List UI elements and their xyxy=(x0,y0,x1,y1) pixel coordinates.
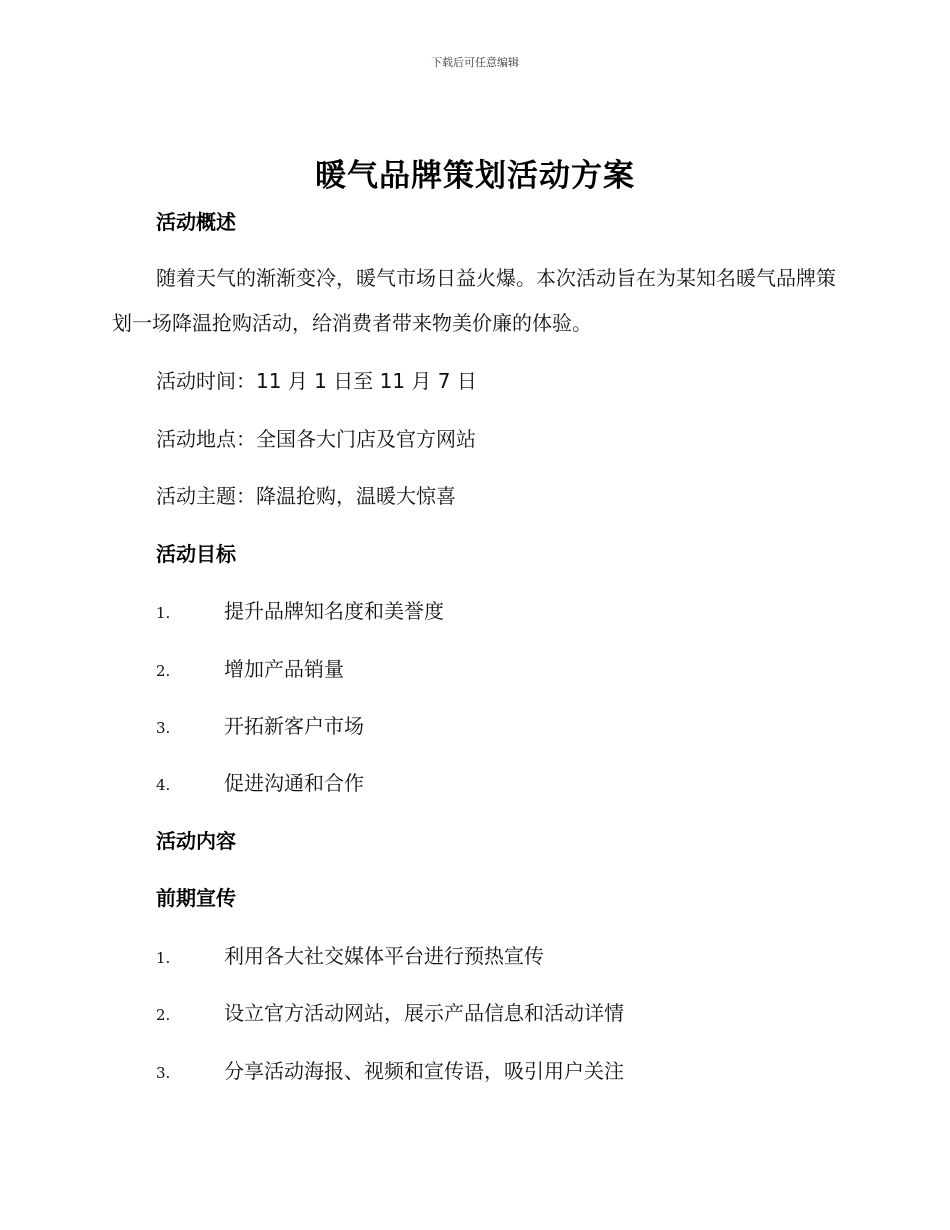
overview-paragraph xyxy=(112,256,842,346)
activity-theme: 活动主题：降温抢购，温暖大惊喜 xyxy=(156,484,456,508)
section-heading-goals: 活动目标 xyxy=(156,542,236,566)
list-text: 分享活动海报、视频和宣传语，吸引用户关注 xyxy=(224,1059,624,1083)
activity-time: 活动时间：11 月 1 日至 11 月 7 日 xyxy=(156,369,477,393)
list-number: 2. xyxy=(156,662,171,680)
list-text: 增加产品销量 xyxy=(224,657,344,681)
section-heading-overview: 活动概述 xyxy=(156,210,236,234)
list-text: 促进沟通和合作 xyxy=(224,771,364,795)
list-number: 4. xyxy=(156,776,171,794)
list-number: 1. xyxy=(156,604,171,622)
list-number: 2. xyxy=(156,1006,171,1024)
overview-text: 随着天气的渐渐变冷，暖气市场日益火爆。本次活动旨在为某知名暖气品牌策划一场降温抢购活动，给消费者带来物美价廉的体验。 xyxy=(112,266,836,335)
section-heading-content: 活动内容 xyxy=(156,829,236,853)
list-text: 利用各大社交媒体平台进行预热宣传 xyxy=(224,944,544,968)
activity-location: 活动地点：全国各大门店及官方网站 xyxy=(156,427,476,451)
list-number: 3. xyxy=(156,1064,171,1082)
list-number: 3. xyxy=(156,719,171,737)
list-number: 1. xyxy=(156,949,171,967)
list-text: 设立官方活动网站，展示产品信息和活动详情 xyxy=(224,1001,624,1025)
list-text: 开拓新客户市场 xyxy=(224,714,364,738)
header-note: 下载后可任意编辑 xyxy=(431,56,519,69)
list-text: 提升品牌知名度和美誉度 xyxy=(224,599,444,623)
section-heading-promo: 前期宣传 xyxy=(156,886,236,910)
document-title: 暖气品牌策划活动方案 xyxy=(315,158,635,194)
